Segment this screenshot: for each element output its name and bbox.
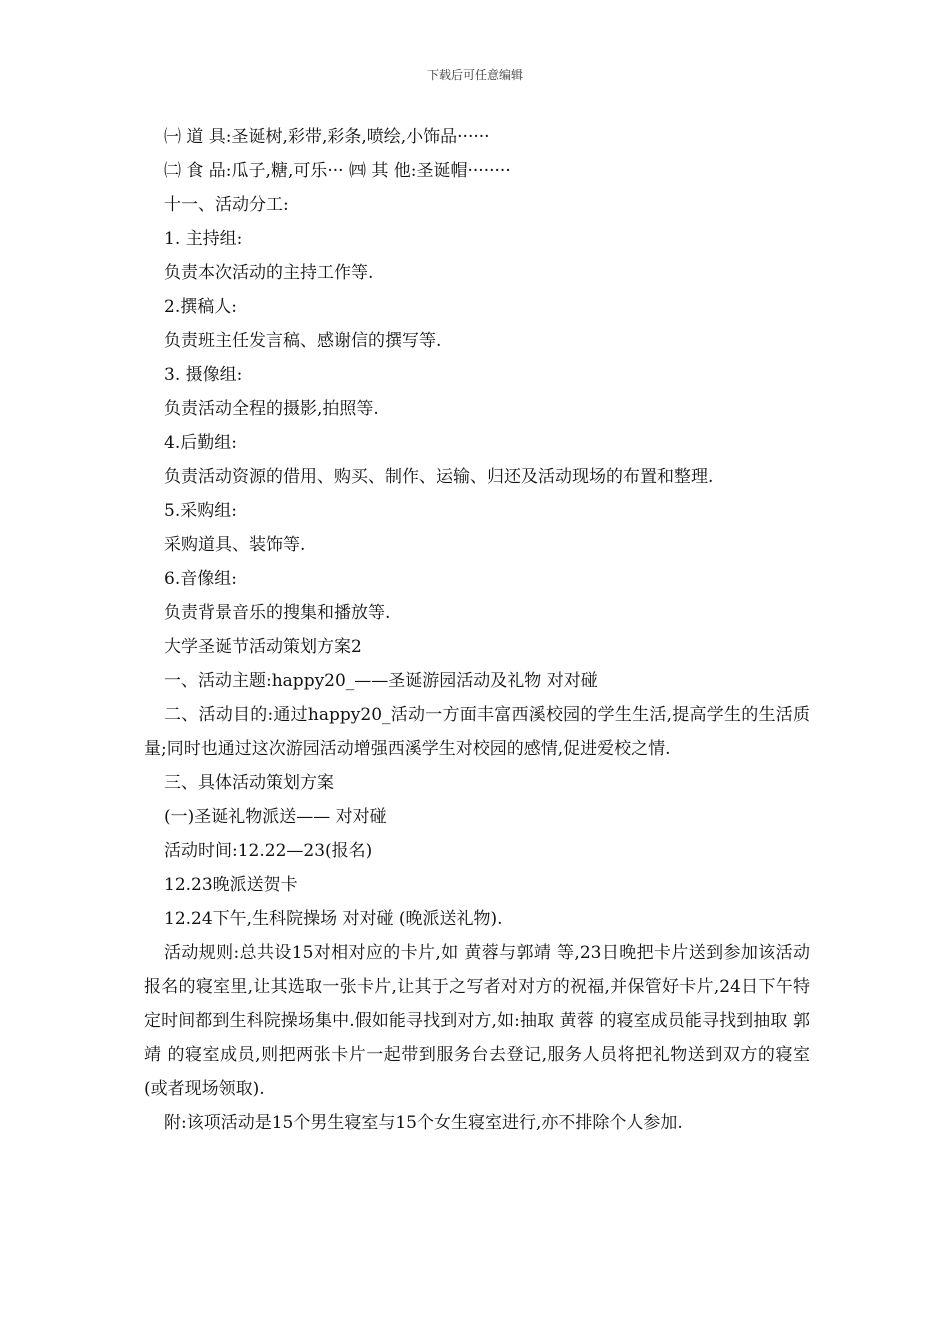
list-item-purchase-desc: 采购道具、装饰等. <box>164 535 306 555</box>
activity-theme: 一、活动主题:happy20_——圣诞游园活动及礼物 对对碰 <box>164 671 598 691</box>
event-time-signup: 活动时间:12.22—23(报名) <box>164 841 373 861</box>
props-line: ㈠ 道 具:圣诞树,彩带,彩条,喷绘,小饰品······ <box>164 127 490 147</box>
gift-event-title: (一)圣诞礼物派送—— 对对碰 <box>164 807 387 827</box>
plan-title: 大学圣诞节活动策划方案2 <box>164 637 362 657</box>
appendix-note: 附:该项活动是15个男生寝室与15个女生寝室进行,亦不排除个人参加. <box>164 1113 683 1133</box>
event-time-match: 12.24下午,生科院操场 对对碰 (晚派送礼物). <box>164 909 503 929</box>
list-item-logistics-group: 4.后勤组: <box>164 433 237 453</box>
list-item-purchase-group: 5.采购组: <box>164 501 237 521</box>
list-item-host-desc: 负责本次活动的主持工作等. <box>164 263 374 283</box>
list-item-audio-desc: 负责背景音乐的搜集和播放等. <box>164 603 391 623</box>
list-item-writer: 2.撰稿人: <box>164 297 237 317</box>
section-heading-division: 十一、活动分工: <box>164 195 289 215</box>
food-line: ㈡ 食 品:瓜子,糖,可乐··· ㈣ 其 他:圣诞帽········ <box>164 161 511 181</box>
list-item-host-group: 1. 主持组: <box>164 229 243 249</box>
activity-purpose-paragraph: 二、活动目的:通过happy20_活动一方面丰富西溪校园的学生生活,提高学生的生活质量;同时也通过这次游园活动增强西溪学生对校园的感情,促进爱校之情. <box>144 705 810 759</box>
list-item-camera-group: 3. 摄像组: <box>164 365 243 385</box>
list-item-logistics-desc: 负责活动资源的借用、购买、制作、运输、归还及活动现场的布置和整理. <box>164 467 714 487</box>
section-heading-plan: 三、具体活动策划方案 <box>164 773 334 793</box>
event-time-cards: 12.23晚派送贺卡 <box>164 875 298 895</box>
activity-rules-paragraph: 活动规则:总共设15对相对应的卡片,如 黄蓉与郭靖 等,23日晚把卡片送到参加该活动报名的寝室里,让其选取一张卡片,让其于之写者对对方的祝福,并保管好卡片,24日下午特定时间都到生科院操场集中.假如能寻找到对方,如:抽取 黄蓉 的寝室成员能寻找到抽取 郭靖 的寝室成员,则把两张卡片一起带到服务台去登记,服务人员将把礼物送到双方的寝室(或者现场领取). <box>144 943 810 1099</box>
list-item-writer-desc: 负责班主任发言稿、感谢信的撰写等. <box>164 331 442 351</box>
page-header-note: 下载后可任意编辑 <box>426 68 523 82</box>
list-item-camera-desc: 负责活动全程的摄影,拍照等. <box>164 399 379 419</box>
list-item-audio-group: 6.音像组: <box>164 569 237 589</box>
document-body <box>144 120 810 1140</box>
